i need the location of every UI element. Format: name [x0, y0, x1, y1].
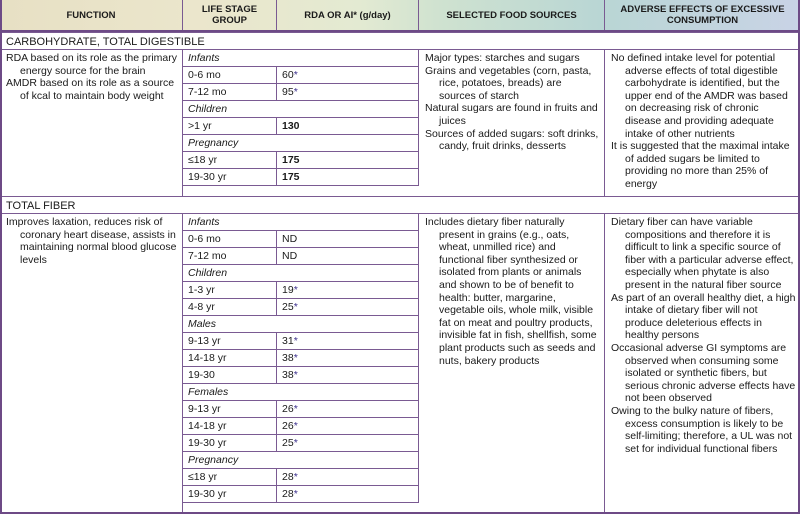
life-stage-row	[183, 350, 419, 367]
life-stage-category: Females	[183, 384, 419, 400]
header-life-stage-group: LIFE STAGE GROUP	[183, 0, 277, 30]
section-title: TOTAL FIBER	[0, 196, 800, 214]
life-stage-group: 9-13 yr	[183, 333, 277, 349]
ai-asterisk: *	[293, 471, 298, 483]
adverse-effect-text: Occasional adverse GI symptoms are observed when consuming some isolated or synthetic fibers, but serious chronic adverse effects have not been observed	[611, 341, 796, 405]
rda-value: 175	[282, 171, 300, 183]
ai-asterisk: *	[293, 369, 298, 381]
ai-asterisk: *	[293, 69, 298, 81]
rda-value: 26	[282, 420, 294, 432]
life-stage-rows	[183, 214, 419, 503]
adverse-effects-cell	[605, 50, 800, 196]
ai-asterisk: *	[293, 86, 298, 98]
rda-value: 28	[282, 488, 294, 500]
ai-asterisk: *	[293, 301, 298, 313]
life-stage-category: Children	[183, 101, 419, 117]
life-stage-group: 14-18 yr	[183, 350, 277, 366]
life-stage-group: 0-6 mo	[183, 231, 277, 247]
header-food-sources: SELECTED FOOD SOURCES	[419, 0, 605, 30]
rda-value-cell	[277, 231, 419, 247]
header-adverse-effects: ADVERSE EFFECTS OF EXCESSIVE CONSUMPTION	[620, 4, 785, 26]
rda-value-cell	[277, 469, 419, 485]
rda-value: ND	[282, 250, 298, 262]
adverse-effect-text: Dietary fiber can have variable compositions and therefore it is difficult to link a specific source of fiber with a particular adverse effect, especially when phytate is also present in the natural fiber source	[611, 216, 794, 291]
rda-value: 28	[282, 471, 294, 483]
rda-value-cell	[277, 299, 419, 315]
table-header	[0, 0, 800, 32]
food-sources-cell	[419, 50, 605, 196]
life-stage-group: 7-12 mo	[183, 84, 277, 100]
rda-value: 60	[282, 69, 294, 81]
rda-value: 95	[282, 86, 294, 98]
life-stage-category-row	[183, 135, 419, 152]
life-stage-rows	[183, 50, 419, 186]
life-stage-row	[183, 333, 419, 350]
food-source-text: Natural sugars are found in fruits and juices	[425, 102, 598, 127]
life-stage-row	[183, 118, 419, 135]
life-stage-row	[183, 367, 419, 384]
rda-value: 25	[282, 301, 294, 313]
life-stage-group: ≤18 yr	[183, 469, 277, 485]
life-stage-row	[183, 152, 419, 169]
rda-value-cell	[277, 333, 419, 349]
rda-value-cell	[277, 118, 419, 134]
life-stage-row	[183, 169, 419, 186]
life-stage-category: Pregnancy	[183, 135, 419, 151]
adverse-effect-text: It is suggested that the maximal intake of added sugars be limited to providing no more than 25% of energy	[611, 140, 790, 190]
life-stage-row	[183, 486, 419, 503]
life-stage-row	[183, 282, 419, 299]
rda-value-cell	[277, 418, 419, 434]
life-stage-group: 14-18 yr	[183, 418, 277, 434]
function-cell	[0, 50, 183, 196]
life-stage-row	[183, 67, 419, 84]
life-stage-category-row	[183, 214, 419, 231]
life-stage-group: 0-6 mo	[183, 67, 277, 83]
life-stage-category: Children	[183, 265, 419, 281]
life-stage-row	[183, 299, 419, 316]
rda-value-cell	[277, 401, 419, 417]
header-rda-or-ai: RDA OR AI* (g/day)	[277, 0, 419, 30]
rda-value: 175	[282, 154, 300, 166]
adverse-effect-text: As part of an overall healthy diet, a high intake of dietary fiber will not produce deleterious effects in healthy persons	[611, 291, 796, 342]
function-cell	[0, 214, 183, 514]
rda-value-cell	[277, 169, 419, 185]
life-stage-group: ≤18 yr	[183, 152, 277, 168]
food-source-text: Major types: starches and sugars	[425, 52, 580, 64]
life-stage-category: Infants	[183, 50, 419, 66]
food-source-text: Grains and vegetables (corn, pasta, rice, potatoes, breads) are sources of starch	[425, 64, 592, 102]
rda-value-cell	[277, 367, 419, 383]
rda-value: 38	[282, 369, 294, 381]
life-stage-row	[183, 401, 419, 418]
life-stage-group: 1-3 yr	[183, 282, 277, 298]
function-text: AMDR based on its role as a source of kcal to maintain body weight	[6, 77, 175, 102]
ai-asterisk: *	[293, 420, 298, 432]
life-stage-row	[183, 435, 419, 452]
life-stage-group: 7-12 mo	[183, 248, 277, 264]
adverse-effect-text: Owing to the bulky nature of fibers, excess consumption is likely to be self-limiting; therefore, a UL was not set for individual functional fibers	[611, 404, 793, 455]
rda-value: 25	[282, 437, 294, 449]
food-source-text: Sources of added sugars: soft drinks, candy, fruit drinks, desserts	[425, 127, 599, 153]
life-stage-row	[183, 469, 419, 486]
life-stage-group: 19-30 yr	[183, 169, 277, 185]
ai-asterisk: *	[293, 403, 298, 415]
life-stage-group: 19-30	[183, 367, 277, 383]
life-stage-row	[183, 248, 419, 265]
ai-asterisk: *	[293, 488, 298, 500]
rda-value-cell	[277, 152, 419, 168]
life-stage-category: Pregnancy	[183, 452, 419, 468]
function-text: RDA based on its role as the primary energy source for the brain	[6, 52, 177, 77]
life-stage-category-row	[183, 316, 419, 333]
adverse-effects-cell	[605, 214, 800, 514]
adverse-effect-text: No defined intake level for potential adverse effects of total digestible carbohydrate is identified, but the upper end of the AMDR was based on decreasing risk of chronic disease and providing adequate intake of other nutrients	[611, 52, 788, 140]
life-stage-category: Infants	[183, 214, 419, 230]
rda-value-cell	[277, 84, 419, 100]
ai-asterisk: *	[293, 352, 298, 364]
life-stage-row	[183, 231, 419, 248]
header-function: FUNCTION	[0, 0, 183, 30]
rda-value-cell	[277, 350, 419, 366]
rda-value-cell	[277, 435, 419, 451]
life-stage-category-row	[183, 384, 419, 401]
life-stage-category: Males	[183, 316, 419, 332]
life-stage-row	[183, 418, 419, 435]
life-stage-group: 19-30 yr	[183, 435, 277, 451]
life-stage-category-row	[183, 50, 419, 67]
ai-asterisk: *	[293, 437, 298, 449]
rda-value: 31	[282, 335, 294, 347]
rda-value: 38	[282, 352, 294, 364]
life-stage-group: 4-8 yr	[183, 299, 277, 315]
life-stage-group: 19-30 yr	[183, 486, 277, 502]
life-stage-row	[183, 84, 419, 101]
life-stage-category-row	[183, 452, 419, 469]
life-stage-group: >1 yr	[183, 118, 277, 134]
ai-asterisk: *	[293, 335, 298, 347]
rda-value-cell	[277, 282, 419, 298]
function-text: Improves laxation, reduces risk of coronary heart disease, assists in maintaining normal blood glucose levels	[6, 216, 177, 266]
rda-value: 130	[282, 120, 300, 132]
rda-value-cell	[277, 248, 419, 264]
life-stage-category-row	[183, 265, 419, 282]
table-border-left	[0, 0, 2, 514]
life-stage-category-row	[183, 101, 419, 118]
food-source-text: Includes dietary fiber naturally present in grains (e.g., oats, wheat, unmilled rice) and functional fiber synthesized or isolated from plants or animals and shown to be of benefit to health: butter, margarine, vegetable oils, whole milk, visible fat on meat and poultry products, invisible fat in fish, shellfish, some plant products such as seeds and nuts, bakery products	[425, 216, 597, 367]
rda-value-cell	[277, 486, 419, 502]
food-sources-cell	[419, 214, 605, 514]
rda-value: 26	[282, 403, 294, 415]
rda-value-cell	[277, 67, 419, 83]
ai-asterisk: *	[293, 284, 298, 296]
rda-value: 19	[282, 284, 294, 296]
rda-value: ND	[282, 233, 298, 245]
section-title: CARBOHYDRATE, TOTAL DIGESTIBLE	[0, 32, 800, 50]
life-stage-group: 9-13 yr	[183, 401, 277, 417]
